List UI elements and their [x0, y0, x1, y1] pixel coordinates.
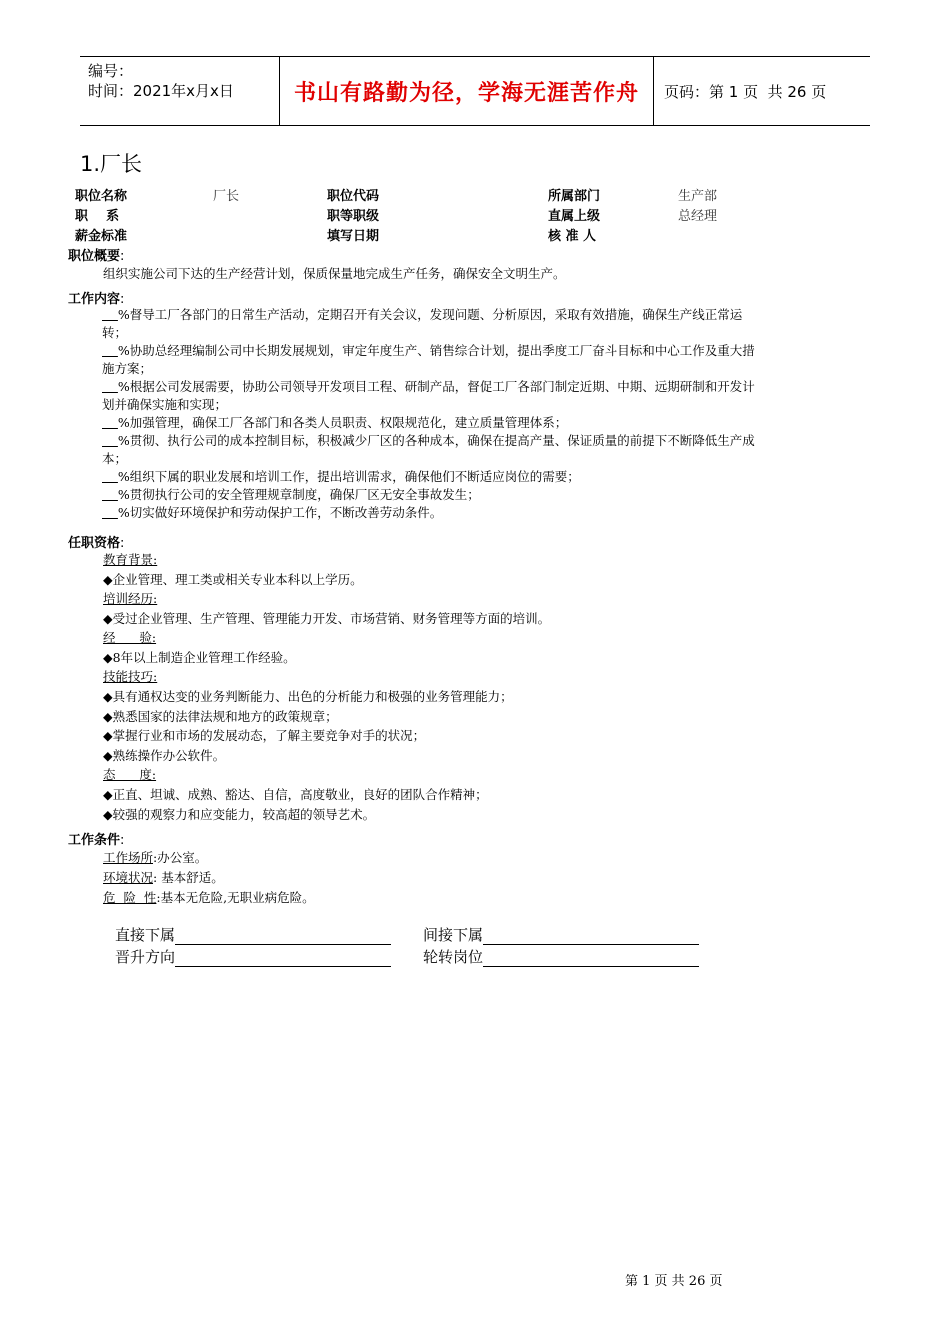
skill-item: ◆掌握行业和市场的发展动态，了解主要竞争对手的状况；	[103, 728, 426, 743]
work-item: %贯彻、执行公司的成本控制目标，积极减少厂区的各种成本，确保在提高产量、保证质量的前提下不断降低生产成本；	[102, 433, 755, 466]
document-header	[80, 56, 870, 126]
work-item: %切实做好环境保护和劳动保护工作，不断改善劳动条件。	[117, 505, 443, 520]
page-title: 1.厂长	[80, 152, 143, 176]
edu-label: 教育背景:	[103, 552, 158, 567]
direct-sub-blank[interactable]	[175, 928, 391, 945]
env-value: : 基本舒适。	[153, 870, 224, 885]
skill-item: ◆具有通权达变的业务判断能力、出色的分析能力和极强的业务管理能力；	[103, 689, 513, 704]
promotion-blank[interactable]	[175, 950, 391, 967]
exp-label: 经 验:	[103, 630, 157, 645]
skill-label: 技能技巧:	[103, 669, 158, 684]
header-motto: 书山有路勤为径，学海无涯苦作舟	[280, 57, 654, 125]
promotion-field	[115, 946, 391, 967]
place-value: :办公室。	[153, 850, 208, 865]
direct-sub-label: 直接下属	[115, 926, 176, 944]
work-item: %加强管理，确保工厂各部门和各类人员职责、权限规范化，建立质量管理体系；	[117, 415, 568, 430]
rotation-label: 轮转岗位	[423, 948, 484, 966]
work-item: %组织下属的职业发展和培训工作，提出培训需求，确保他们不断适应岗位的需要；	[117, 469, 580, 484]
grade-label: 职等职级	[327, 209, 380, 224]
work-list	[80, 306, 760, 522]
time-label: 时间：2021年x月x日	[88, 82, 234, 100]
rotation-blank[interactable]	[483, 950, 699, 967]
rotation-field	[423, 946, 699, 967]
direct-sub-field	[115, 924, 391, 945]
risk-value: :基本无危险,无职业病危险。	[156, 890, 315, 905]
overview-heading: 职位概要:	[68, 249, 125, 264]
place-label: 工作场所	[103, 850, 154, 865]
work-heading: 工作内容:	[68, 292, 125, 307]
number-label: 编号：	[88, 62, 134, 80]
edu-text: ◆企业管理、理工类或相关专业本科以上学历。	[103, 572, 363, 587]
date-label: 填写日期	[327, 229, 380, 244]
indirect-sub-label: 间接下属	[423, 926, 484, 944]
pos-name-value: 厂长	[213, 189, 240, 204]
dept-value: 生产部	[678, 189, 718, 204]
attitude-label: 态 度:	[103, 767, 157, 782]
exp-text: ◆8年以上制造企业管理工作经验。	[103, 650, 296, 665]
indirect-sub-field	[423, 924, 699, 945]
attitude-item: ◆较强的观察力和应变能力，较高超的领导艺术。	[103, 807, 376, 822]
approver-label: 核 准 人	[548, 229, 597, 244]
promotion-label: 晋升方向	[115, 948, 176, 966]
attitude-item: ◆正直、坦诚、成熟、豁达、自信，高度敬业，良好的团队合作精神；	[103, 787, 488, 802]
indirect-sub-blank[interactable]	[483, 928, 699, 945]
conditions-heading: 工作条件:	[68, 833, 125, 848]
header-meta	[80, 57, 280, 125]
qualify-heading: 任职资格:	[68, 536, 125, 551]
overview-text: 组织实施公司下达的生产经营计划，保质保量地完成生产任务，确保安全文明生产。	[103, 266, 566, 281]
skill-item: ◆熟悉国家的法律法规和地方的政策规章；	[103, 709, 338, 724]
skill-item: ◆熟练操作办公软件。	[103, 748, 226, 763]
pos-name-label: 职位名称	[75, 189, 128, 204]
work-item: %根据公司发展需要，协助公司领导开发项目工程、研制产品，督促工厂各部门制定近期、中期、远期研制和开发计划并确保实施和实现；	[102, 379, 755, 412]
series-label: 职 系	[75, 209, 120, 224]
risk-label: 危 险 性	[103, 890, 157, 905]
place-row	[103, 849, 207, 867]
env-label: 环境状况	[103, 870, 154, 885]
salary-label: 薪金标准	[75, 229, 128, 244]
risk-row	[103, 889, 315, 907]
page-footer: 第 1 页 共 26 页	[625, 1274, 723, 1289]
env-row	[103, 869, 224, 887]
superior-label: 直属上级	[548, 209, 601, 224]
pos-code-label: 职位代码	[327, 189, 380, 204]
work-item: %督导工厂各部门的日常生产活动，定期召开有关会议，发现问题、分析原因，采取有效措施，确保生产线正常运转；	[102, 307, 743, 340]
header-page	[654, 57, 870, 125]
train-text: ◆受过企业管理、生产管理、管理能力开发、市场营销、财务管理等方面的培训。	[103, 611, 551, 626]
dept-label: 所属部门	[548, 189, 601, 204]
work-item: %贯彻执行公司的安全管理规章制度，确保厂区无安全事故发生；	[117, 487, 480, 502]
train-label: 培训经历:	[103, 591, 158, 606]
page-label: 页码：第 1 页 共 26 页	[664, 82, 827, 101]
work-item: %协助总经理编制公司中长期发展规划，审定年度生产、销售综合计划，提出季度工厂奋斗目标和中心工作及重大措施方案；	[102, 343, 755, 376]
superior-value: 总经理	[678, 209, 718, 224]
